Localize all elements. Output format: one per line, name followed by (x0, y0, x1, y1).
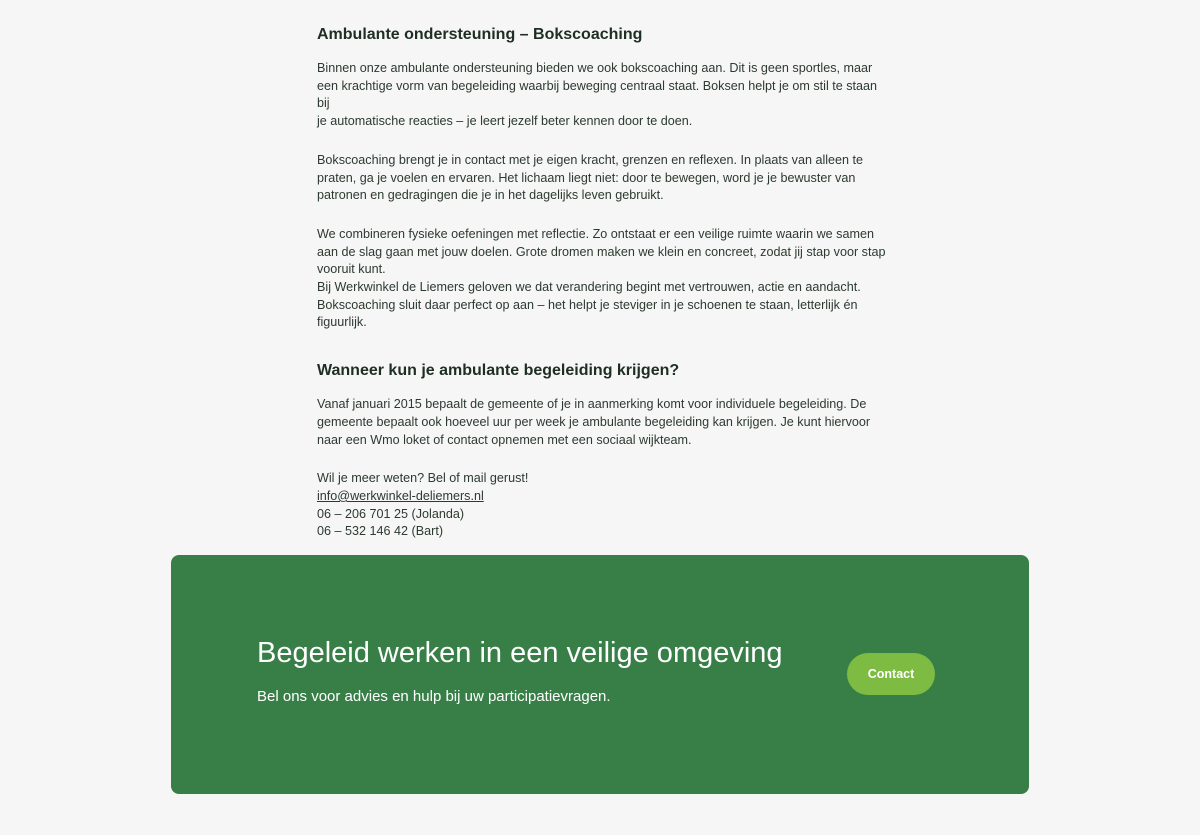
text-line: patronen en gedragingen die je in het dagelijks leven gebruikt. (317, 188, 664, 203)
paragraph-gemeente (317, 396, 887, 449)
text-line: gemeente bepaalt ook hoeveel uur per week je ambulante begeleiding kan krijgen. Je kunt hiervoor (317, 414, 871, 429)
email-link[interactable]: info@werkwinkel-deliemers.nl (317, 488, 484, 503)
paragraph-contact-kracht (317, 152, 887, 205)
text-line: Bokscoaching sluit daar perfect op aan – het helpt je steviger in je schoenen te staan, letterlijk én (317, 297, 858, 312)
paragraph-intro (317, 60, 887, 131)
text-line: een krachtige vorm van begeleiding waarbij beweging centraal staat. Boksen helpt je om stil te staan bij (317, 78, 878, 111)
main-content (317, 22, 887, 562)
cta-subtitle: Bel ons voor advies en hulp bij uw participatievragen. (257, 688, 611, 705)
contact-block (317, 470, 887, 541)
paragraph-reflectie (317, 226, 887, 332)
text-line: vooruit kunt. (317, 262, 386, 277)
section-heading-bokscoaching: Ambulante ondersteuning – Bokscoaching (317, 26, 643, 43)
text-line: Binnen onze ambulante ondersteuning bieden we ook bokscoaching aan. Dit is geen sportles, maar (317, 61, 873, 75)
text-line: We combineren fysieke oefeningen met reflectie. Zo ontstaat er een veilige ruimte waarin we samen (317, 226, 874, 241)
text-line: naar een Wmo loket of contact opnemen met een sociaal wijkteam. (317, 432, 692, 447)
phone-jolanda: 06 – 206 701 25 (Jolanda) (317, 506, 465, 521)
text-line: figuurlijk. (317, 315, 367, 330)
text-line: je automatische reacties – je leert jezelf beter kennen door te doen. (317, 114, 693, 129)
text-line: aan de slag gaan met jouw doelen. Grote dromen maken we klein en concreet, zodat jij stap voor stap (317, 244, 886, 259)
text-line: Vanaf januari 2015 bepaalt de gemeente of je in aanmerking komt voor individuele begeleiding. De (317, 397, 867, 412)
contact-intro: Wil je meer weten? Bel of mail gerust! (317, 471, 529, 486)
cta-title: Begeleid werken in een veilige omgeving (257, 637, 783, 669)
text-line: Bij Werkwinkel de Liemers geloven we dat verandering begint met vertrouwen, actie en aandacht. (317, 280, 861, 295)
contact-button[interactable]: Contact (847, 653, 935, 695)
cta-banner (171, 555, 1029, 794)
text-line: praten, ga je voelen en ervaren. Het lichaam liegt niet: door te bewegen, word je je bewuster van (317, 170, 856, 185)
section-heading-wanneer: Wanneer kun je ambulante begeleiding krijgen? (317, 362, 680, 380)
phone-bart: 06 – 532 146 42 (Bart) (317, 524, 444, 539)
email-line (317, 488, 887, 506)
text-line: Bokscoaching brengt je in contact met je eigen kracht, grenzen en reflexen. In plaats van alleen te (317, 152, 864, 167)
